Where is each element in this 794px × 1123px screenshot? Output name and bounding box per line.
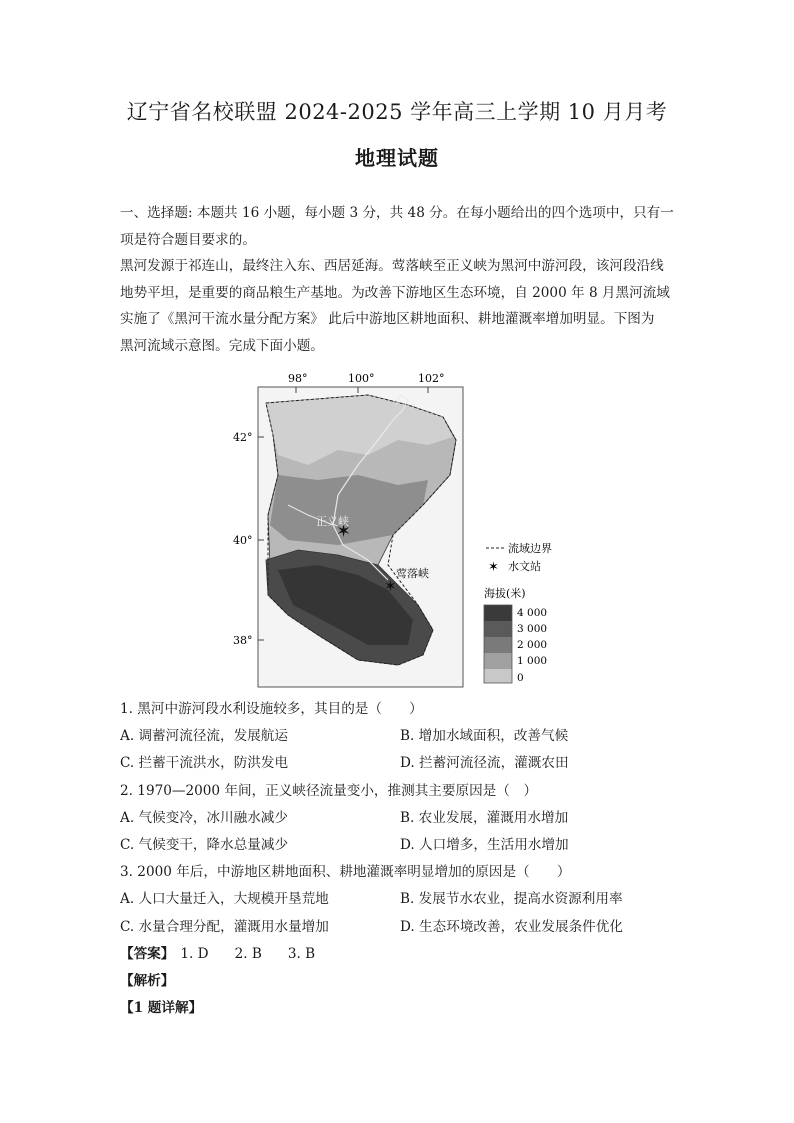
legend-band-1000 [484, 653, 512, 669]
analysis-label: 【解析】 [120, 973, 175, 990]
map-figure [218, 365, 578, 690]
legend-tick: 1 000 [517, 655, 548, 667]
legend-band-0 [484, 669, 512, 683]
question-list [120, 696, 680, 1022]
option-row [120, 914, 680, 941]
page-title: 辽宁省名校联盟 2024-2025 学年高三上学期 10 月月考 [126, 100, 668, 124]
passage-line: 实施了《黑河干流水量分配方案》 此后中游地区耕地面积、耕地灌溉率增加明显。下图为 [120, 311, 655, 328]
option-b: B. 发展节水农业，提高水资源利用率 [400, 891, 623, 908]
option-d: D. 拦蓄河流径流，灌溉农田 [400, 755, 569, 772]
passage-line: 地势平坦，是重要的商品粮生产基地。为改善下游地区生态环境，自 2000 年 8 月黑河流域 [120, 284, 670, 301]
intro-line: 项是符合题目要求的。 [120, 231, 256, 248]
detail-label: 【1 题详解】 [120, 1000, 203, 1017]
passage-line: 黑河流域示意图。完成下面小题。 [120, 337, 324, 354]
legend-tick: 4 000 [517, 607, 548, 619]
question-stem: 3. 2000 年后，中游地区耕地面积、耕地灌溉率明显增加的原因是（ ） [120, 864, 571, 881]
option-d: D. 生态环境改善，农业发展条件优化 [400, 918, 623, 935]
option-row [120, 886, 680, 913]
legend-boundary-label: 流域边界 [508, 542, 552, 555]
legend-band-4000 [484, 605, 512, 621]
answer-item: 1. D [180, 945, 209, 962]
option-c: C. 水量合理分配，灌溉用水量增加 [120, 918, 329, 935]
answer-line [120, 941, 680, 968]
option-b: B. 增加水域面积，改善气候 [400, 728, 569, 745]
intro-line: 一、选择题: 本题共 16 小题，每小题 3 分，共 48 分。在每小题给出的四个选项中，只有一 [120, 205, 674, 221]
option-row [120, 832, 680, 859]
legend-tick: 3 000 [517, 623, 548, 635]
lat-label: 40° [233, 534, 253, 547]
lon-label: 102° [418, 372, 445, 385]
option-row [120, 750, 680, 777]
legend-tick: 2 000 [517, 639, 548, 651]
option-a: A. 气候变冷，冰川融水减少 [120, 809, 288, 826]
station-label-upper: 正义峡 [316, 515, 349, 528]
legend-band-2000 [484, 637, 512, 653]
answer-item: 3. B [287, 945, 316, 962]
option-c: C. 拦蓄干流洪水，防洪发电 [120, 755, 289, 772]
lat-label: 42° [233, 431, 253, 444]
option-row [120, 805, 680, 832]
lat-label: 38° [233, 634, 253, 647]
option-b: B. 农业发展，灌溉用水增加 [400, 809, 569, 826]
option-c: C. 气候变干，降水总量减少 [120, 837, 289, 854]
station-label-lower: 莺落峡 [396, 567, 429, 580]
option-row [120, 723, 680, 750]
legend-band-3000 [484, 621, 512, 637]
intro-section [120, 200, 680, 360]
option-d: D. 人口增多，生活用水增加 [400, 837, 569, 854]
lon-label: 98° [288, 372, 308, 385]
lon-label: 100° [348, 372, 375, 385]
question-stem: 2. 1970—2000 年间，正义峡径流量变小，推测其主要原因是（ ） [120, 782, 538, 799]
option-a: A. 调蓄河流径流，发展航运 [120, 728, 288, 745]
station-icon: ✶ [336, 521, 352, 542]
legend-station-icon: ✶ [488, 560, 499, 575]
option-a: A. 人口大量迁入，大规模开垦荒地 [120, 891, 329, 908]
question-stem: 1. 黑河中游河段水利设施较多，其目的是（ ） [120, 701, 423, 717]
answer-label: 【答案】 [120, 945, 175, 962]
legend-title: 海拔(米) [484, 587, 526, 600]
legend-station-label: 水文站 [508, 560, 541, 573]
answer-item: 2. B [234, 945, 262, 962]
station-icon: ✶ [384, 577, 397, 595]
page-subtitle: 地理试题 [355, 146, 439, 170]
passage-line: 黑河发源于祁连山，最终注入东、西居延海。莺落峡至正义峡为黑河中游河段，该河段沿线 [120, 258, 664, 275]
legend-tick: 0 [517, 672, 524, 684]
heihe-basin-map [218, 365, 578, 690]
